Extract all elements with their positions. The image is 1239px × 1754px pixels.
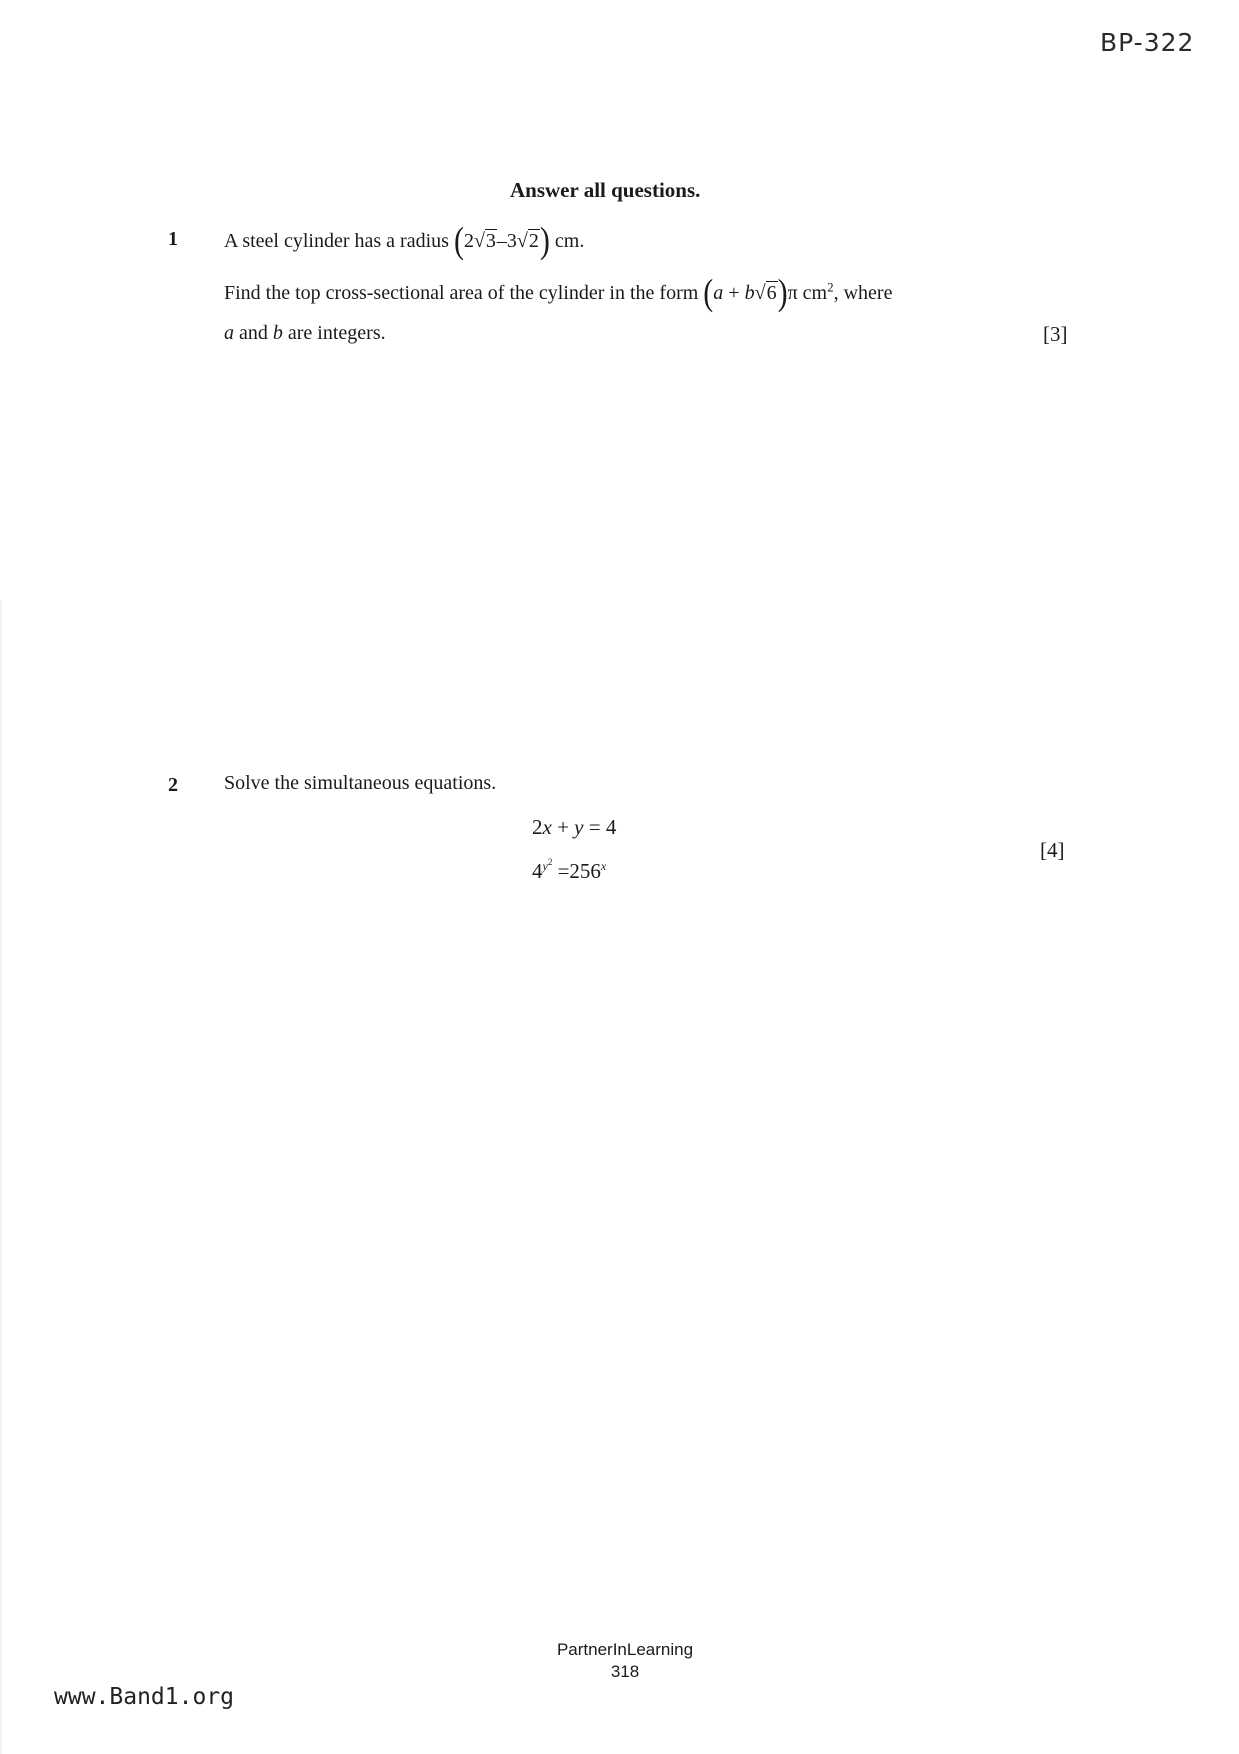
document-code: BP-322 xyxy=(1100,28,1195,57)
radius-expression: (2√3–3√2) xyxy=(453,219,550,261)
equation-1: 2x + y = 4 xyxy=(532,815,617,839)
question-text: A steel cylinder has a radius xyxy=(224,230,449,252)
question-1-line-1 xyxy=(224,219,585,261)
page-number: 318 xyxy=(610,1662,640,1681)
equation-2: $4^{y^2} =256^x$ xyxy=(532,857,607,883)
footer-brand: PartnerInLearning xyxy=(556,1640,694,1659)
question-number: 2 xyxy=(168,774,178,796)
area-form-expression: (a + b√6)π xyxy=(703,271,798,313)
scan-edge xyxy=(0,600,2,1754)
question-text: Find the top cross-sectional area of the cylinder in the form xyxy=(224,282,699,304)
question-1-line-3: a and b are integers. xyxy=(224,322,386,344)
question-text: Solve the simultaneous equations. xyxy=(224,772,497,794)
marks-label: [3] xyxy=(1043,322,1068,346)
instructions-heading: Answer all questions. xyxy=(510,178,701,202)
marks-label: [4] xyxy=(1040,838,1065,862)
question-1-line-2: Find the top cross-sectional area of the cylinder in the form (a + b√6)π $cm^2$, where xyxy=(224,271,893,313)
question-number: 1 xyxy=(168,228,178,250)
unit-text: cm. xyxy=(554,230,585,252)
source-url: www.Band1.org xyxy=(54,1684,235,1710)
